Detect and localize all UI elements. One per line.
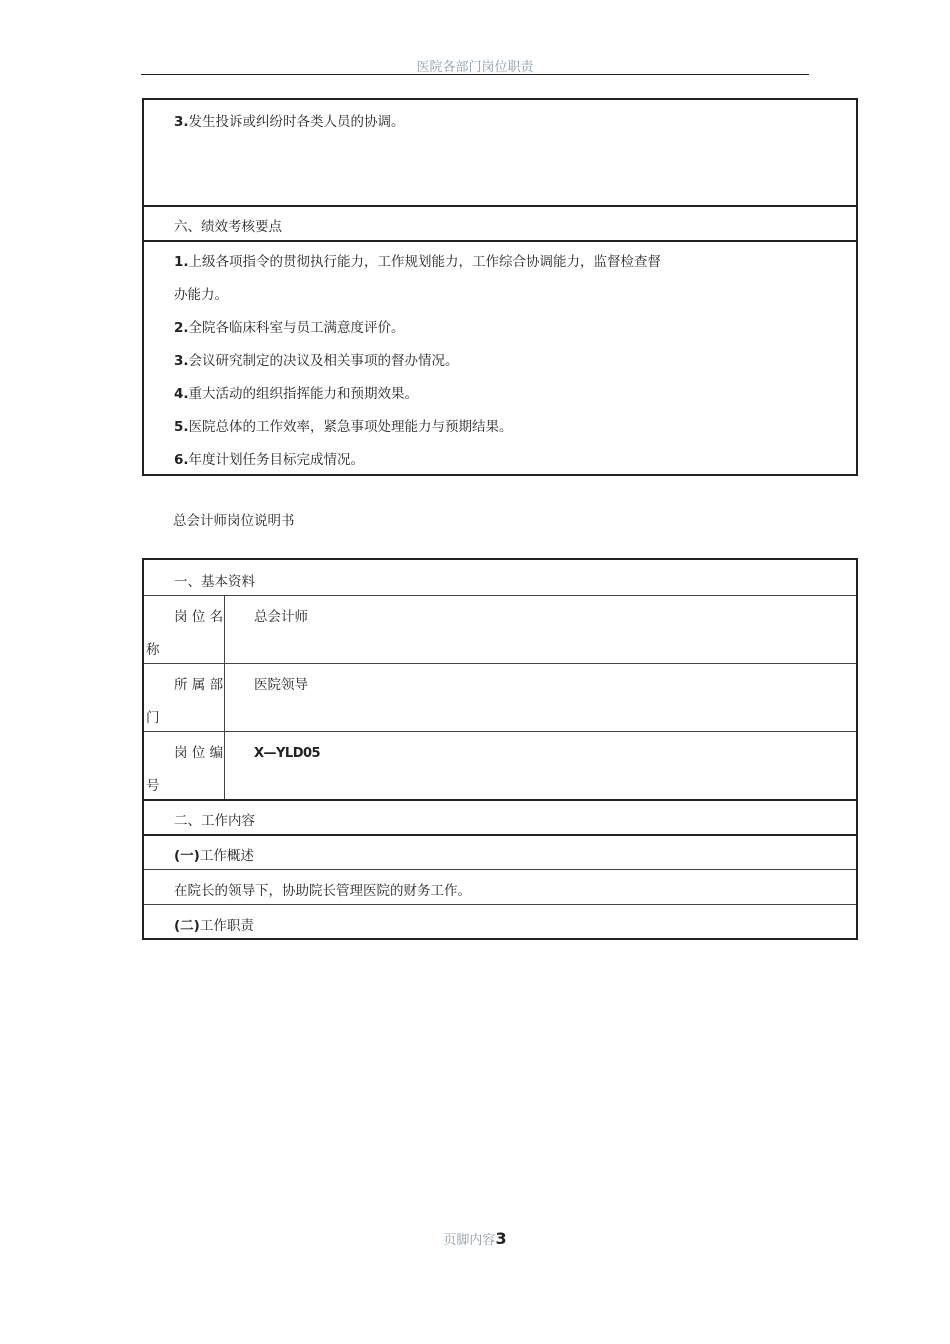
job-description-table	[142, 558, 858, 940]
divider	[144, 731, 856, 732]
divider	[144, 205, 856, 207]
divider	[144, 663, 856, 664]
performance-item-5: 5.医院总体的工作效率，紧急事项处理能力与预期结果。	[174, 419, 513, 435]
label-position-code-a: 岗 位 编	[174, 745, 224, 761]
document-title: 总会计师岗位说明书	[173, 513, 295, 529]
performance-item-4: 4.重大活动的组织指挥能力和预期效果。	[174, 386, 419, 402]
divider	[144, 799, 856, 801]
overview-text: 在院长的领导下，协助院长管理医院的财务工作。	[174, 883, 471, 899]
header-rule	[141, 74, 809, 75]
page-number: 3	[495, 1229, 507, 1248]
section-heading-performance: 六、绩效考核要点	[174, 219, 282, 235]
performance-item-1: 1.上级各项指令的贯彻执行能力，工作规划能力，工作综合协调能力，监督检查督	[174, 254, 662, 270]
label-position-name-a: 岗 位 名	[174, 609, 224, 625]
divider	[144, 869, 856, 870]
label-column-divider	[224, 595, 225, 800]
duties-performance-table	[142, 98, 858, 476]
performance-item-3: 3.会议研究制定的决议及相关事项的督办情况。	[174, 353, 459, 369]
divider	[144, 834, 856, 836]
duty-item-3: 3.发生投诉或纠纷时各类人员的协调。	[174, 114, 405, 130]
label-department-b: 门	[146, 710, 160, 726]
divider	[144, 240, 856, 242]
value-position-name: 总会计师	[254, 609, 308, 625]
label-department-a: 所 属 部	[174, 677, 224, 693]
divider	[144, 904, 856, 905]
performance-item-1-continued: 办能力。	[174, 287, 228, 303]
value-department: 医院领导	[254, 677, 308, 693]
footer-label: 页脚内容	[443, 1233, 496, 1248]
divider	[144, 595, 856, 596]
section-heading-work-content: 二、工作内容	[174, 813, 255, 829]
performance-item-2: 2.全院各临床科室与员工满意度评价。	[174, 320, 405, 336]
subheading-duties: (二)工作职责	[174, 918, 254, 934]
value-position-code: X—YLD05	[254, 746, 321, 761]
performance-item-6: 6.年度计划任务目标完成情况。	[174, 452, 365, 468]
label-position-code-b: 号	[146, 778, 160, 794]
subheading-overview: (一)工作概述	[174, 848, 254, 864]
page-header-title: 医院各部门岗位职责	[416, 60, 534, 75]
page-footer	[0, 1229, 950, 1248]
label-position-name-b: 称	[146, 642, 160, 658]
section-heading-basic-info: 一、基本资料	[174, 574, 255, 590]
